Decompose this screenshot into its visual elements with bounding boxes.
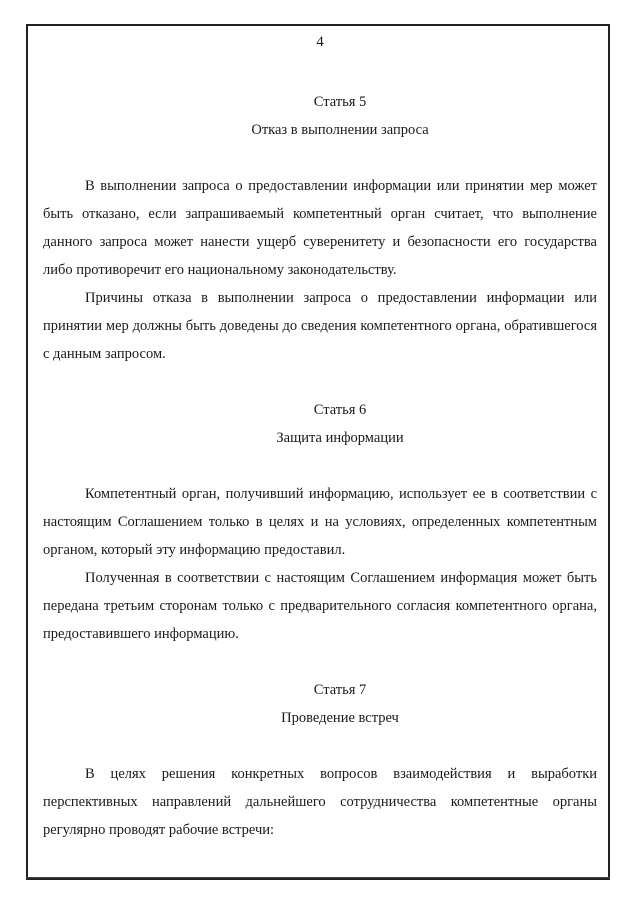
article-number: Статья 7 (313, 682, 367, 698)
article-number: Статья 5 (313, 94, 367, 110)
paragraph: В целях решения конкретных вопросов взаимодействия и выработки перспективных направлений дальнейшего сотрудничества компетентные органы регулярно проводят рабочие встречи: (43, 766, 597, 838)
article-title: Проведение встреч (281, 710, 399, 726)
paragraph: Компетентный орган, получивший информацию, использует ее в соответствии с настоящим Соглашением только в целях и на условиях, определенных компетентным органом, который эту информацию предоставил. (43, 486, 597, 558)
article-number: Статья 6 (313, 402, 367, 418)
article-7 (43, 676, 597, 844)
document-body (43, 88, 597, 844)
article-title: Защита информации (276, 430, 404, 446)
paragraph: В выполнении запроса о предоставлении информации или принятии мер может быть отказано, если запрашиваемый компетентный орган считает, что выполнение данного запроса может нанести ущерб суверенитету и безопасности его государства либо противоречит его национальному законодательству. (43, 178, 597, 278)
article-title: Отказ в выполнении запроса (251, 122, 429, 138)
page-border-bottom-line (26, 877, 610, 878)
paragraph: Полученная в соответствии с настоящим Соглашением информация может быть передана третьим сторонам только с предварительного согласия компетентного органа, предоставившего информацию. (43, 570, 597, 642)
page-number: 4 (316, 34, 324, 50)
article-6 (43, 396, 597, 648)
paragraph: Причины отказа в выполнении запроса о предоставлении информации или принятии мер должны быть доведены до сведения компетентного органа, обратившегося с данным запросом. (43, 290, 597, 362)
article-5 (43, 88, 597, 368)
